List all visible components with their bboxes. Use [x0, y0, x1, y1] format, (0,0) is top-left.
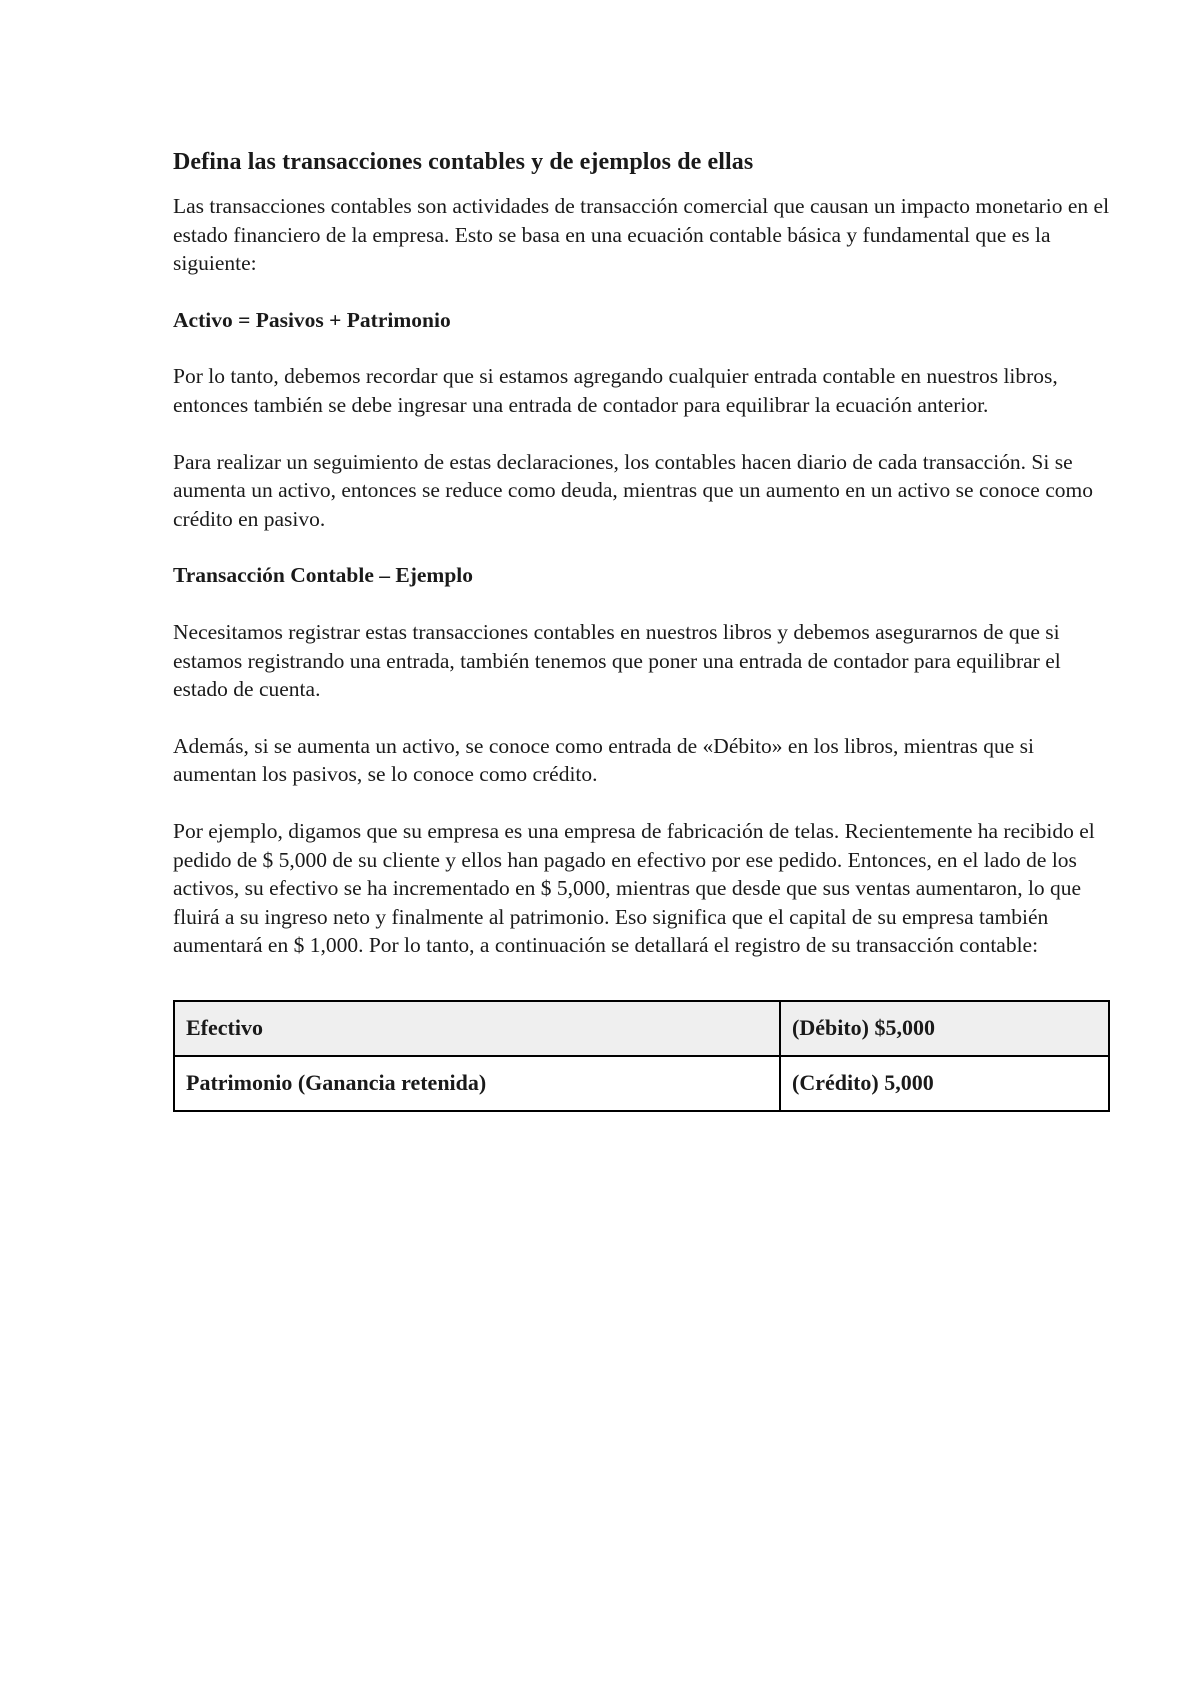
- journal-entry-table: [173, 1000, 1110, 1112]
- paragraph-1: Por lo tanto, debemos recordar que si estamos agregando cualquier entrada contable en nuestros libros, entonces también se debe ingresar una entrada de contador para equilibrar la ecuación anterior.: [173, 364, 1058, 417]
- document-title: Defina las transacciones contables y de ejemplos de ellas: [173, 149, 754, 175]
- intro-paragraph: Las transacciones contables son actividades de transacción comercial que causan un impacto monetario en el estado financiero de la empresa. Esto se basa en una ecuación contable básica y fundamental que es la siguiente:: [173, 194, 1110, 276]
- table-row: [174, 1056, 1109, 1111]
- amount-cell: (Crédito) 5,000: [780, 1056, 1109, 1111]
- paragraph-4: Además, si se aumenta un activo, se conoce como entrada de «Débito» en los libros, mientras que si aumentan los pasivos, se lo conoce como crédito.: [173, 733, 1034, 787]
- accounting-equation: Activo = Pasivos + Patrimonio: [173, 307, 451, 332]
- paragraph-2: Para realizar un seguimiento de estas declaraciones, los contables hacen diario de cada transacción. Si se aumenta un activo, entonces se reduce como deuda, mientras que un aumento en un activo se conoce como crédito en pasivo.: [173, 449, 1093, 531]
- document-page: [173, 146, 1113, 1112]
- paragraph-5: Por ejemplo, digamos que su empresa es una empresa de fabricación de telas. Recientemente ha recibido el pedido de $ 5,000 de su cliente y ellos han pagado en efectivo por ese pedido. Entonces, en el lado de los activos, su efectivo se ha incrementado en $ 5,000, mientras que desde que sus ventas aumentaron, lo que fluirá a su ingreso neto y finalmente al patrimonio. Eso significa que el capital de su empresa también aumentará en $ 1,000. Por lo tanto, a continuación se detallará el registro de su transacción contable:: [173, 818, 1095, 958]
- account-cell: Efectivo: [174, 1001, 780, 1056]
- paragraph-3: Necesitamos registrar estas transacciones contables en nuestros libros y debemos asegurarnos de que si estamos registrando una entrada, también tenemos que poner una entrada de contador para equilibrar el estado de cuenta.: [173, 619, 1061, 702]
- account-cell: Patrimonio (Ganancia retenida): [174, 1056, 780, 1111]
- amount-cell: (Débito) $5,000: [780, 1001, 1109, 1056]
- example-subheading: Transacción Contable – Ejemplo: [173, 563, 474, 588]
- table-row: [174, 1001, 1109, 1056]
